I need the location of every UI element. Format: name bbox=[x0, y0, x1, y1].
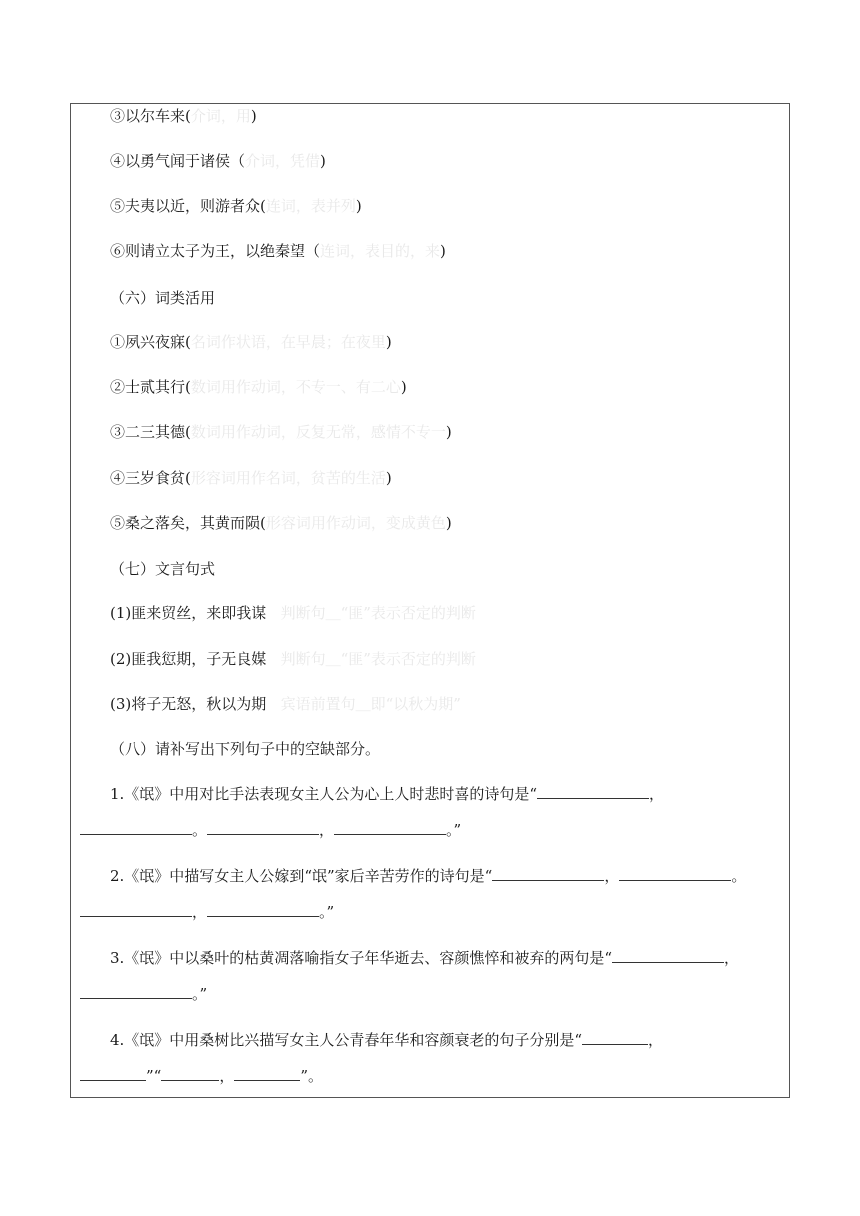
list-item bbox=[110, 694, 461, 714]
answer-hint: 宾语前置句＿即“以秋为期” bbox=[280, 695, 461, 713]
question-4-line-1 bbox=[110, 1030, 663, 1050]
question-text: 4.《氓》中用桑树比兴描写女主人公青春年华和容颜衰老的句子分别是“ bbox=[110, 1031, 582, 1049]
punct: ”“ bbox=[146, 1067, 162, 1085]
question-text: 2.《氓》中描写女主人公嫁到“氓”家后辛苦劳作的诗句是“ bbox=[110, 867, 493, 885]
list-item bbox=[110, 196, 362, 216]
question-3-line-1 bbox=[110, 948, 739, 968]
list-item bbox=[110, 151, 326, 171]
section-title: （七）文言句式 bbox=[110, 560, 216, 578]
punct: 。” bbox=[319, 903, 335, 921]
list-item bbox=[110, 106, 257, 126]
answer-hint: 连词，表并列 bbox=[265, 197, 356, 215]
answer-blank[interactable] bbox=[207, 902, 319, 917]
item-text: ⑤夫夷以近，则游者众( bbox=[110, 197, 266, 215]
item-text: (2)匪我愆期，子无良媒 bbox=[110, 650, 267, 668]
answer-hint: 形容词用作名词，贫苦的生活 bbox=[190, 469, 386, 487]
item-text: ③二三其德( bbox=[110, 423, 191, 441]
list-item bbox=[110, 332, 392, 352]
item-close: ) bbox=[400, 378, 407, 396]
list-item bbox=[110, 241, 446, 261]
punct: ， bbox=[319, 821, 335, 839]
answer-blank[interactable] bbox=[80, 820, 192, 835]
punct: 。” bbox=[192, 985, 208, 1003]
section-title: （六）词类活用 bbox=[110, 289, 216, 307]
answer-hint: 形容词用作动词，变成黄色 bbox=[265, 514, 446, 532]
answer-blank[interactable] bbox=[537, 784, 649, 799]
punct: ， bbox=[723, 949, 739, 967]
item-text: (3)将子无怒，秋以为期 bbox=[110, 695, 267, 713]
item-text: ⑤桑之落矣，其黄而陨( bbox=[110, 514, 266, 532]
list-item bbox=[110, 468, 392, 488]
answer-hint: 名词作状语，在早晨；在夜里 bbox=[190, 333, 386, 351]
list-item bbox=[110, 513, 452, 533]
list-item bbox=[110, 377, 407, 397]
question-text: 1.《氓》中用对比手法表现女主人公为心上人时悲时喜的诗句是“ bbox=[110, 785, 537, 803]
punct: 。 bbox=[192, 821, 208, 839]
item-text: ①夙兴夜寐( bbox=[110, 333, 191, 351]
question-text: 3.《氓》中以桑叶的枯黄凋落喻指女子年华逝去、容颜憔悴和被弃的两句是“ bbox=[110, 949, 612, 967]
item-close: ) bbox=[250, 107, 257, 125]
answer-hint: 连词，表目的，来 bbox=[320, 242, 441, 260]
answer-blank[interactable] bbox=[80, 902, 192, 917]
answer-blank[interactable] bbox=[161, 1066, 219, 1081]
answer-blank[interactable] bbox=[80, 984, 192, 999]
answer-hint: 判断句＿“匪”表示否定的判断 bbox=[280, 650, 476, 668]
punct: ， bbox=[219, 1067, 235, 1085]
item-close: ) bbox=[385, 469, 392, 487]
answer-blank[interactable] bbox=[234, 1066, 300, 1081]
answer-blank[interactable] bbox=[492, 866, 604, 881]
item-close: ) bbox=[445, 514, 452, 532]
punct: 。 bbox=[731, 867, 747, 885]
item-text: ②士贰其行( bbox=[110, 378, 191, 396]
list-item bbox=[110, 422, 452, 442]
answer-hint: 数词用作动词，反复无常，感情不专一 bbox=[190, 423, 446, 441]
section-title: （八）请补写出下列句子中的空缺部分。 bbox=[110, 740, 381, 758]
question-4-line-2 bbox=[80, 1066, 323, 1086]
question-2-line-2 bbox=[80, 902, 334, 922]
punct: ， bbox=[647, 1031, 663, 1049]
item-close: ) bbox=[355, 197, 362, 215]
punct: ， bbox=[604, 867, 620, 885]
answer-hint: 介词，用 bbox=[190, 107, 251, 125]
answer-blank[interactable] bbox=[612, 948, 724, 963]
item-text: ③以尔车来( bbox=[110, 107, 191, 125]
question-1-line-2 bbox=[80, 820, 461, 840]
answer-blank[interactable] bbox=[582, 1030, 648, 1045]
question-1-line-1 bbox=[110, 784, 664, 804]
answer-blank[interactable] bbox=[334, 820, 446, 835]
item-close: ) bbox=[320, 152, 326, 170]
answer-blank[interactable] bbox=[80, 1066, 146, 1081]
item-close: ) bbox=[385, 333, 392, 351]
question-3-line-2 bbox=[80, 984, 207, 1004]
item-close: ) bbox=[445, 423, 452, 441]
item-text: ④三岁食贫( bbox=[110, 469, 191, 487]
item-text: ⑥则请立太子为王，以绝秦望（ bbox=[110, 242, 321, 260]
punct: ”。 bbox=[300, 1067, 324, 1085]
answer-blank[interactable] bbox=[619, 866, 731, 881]
answer-hint: 判断句＿“匪”表示否定的判断 bbox=[280, 604, 476, 622]
punct: 。” bbox=[446, 821, 462, 839]
list-item bbox=[110, 649, 476, 669]
item-text: ④以勇气闻于诸侯（ bbox=[110, 152, 246, 170]
list-item bbox=[110, 603, 476, 623]
answer-hint: 介词，凭借 bbox=[245, 152, 321, 170]
punct: ， bbox=[648, 785, 664, 803]
punct: ， bbox=[192, 903, 208, 921]
item-text: (1)匪来贸丝，来即我谋 bbox=[110, 604, 267, 622]
answer-hint: 数词用作动词，不专一、有二心 bbox=[190, 378, 401, 396]
question-2-line-1 bbox=[110, 866, 746, 886]
answer-blank[interactable] bbox=[207, 820, 319, 835]
item-close: ) bbox=[440, 242, 446, 260]
